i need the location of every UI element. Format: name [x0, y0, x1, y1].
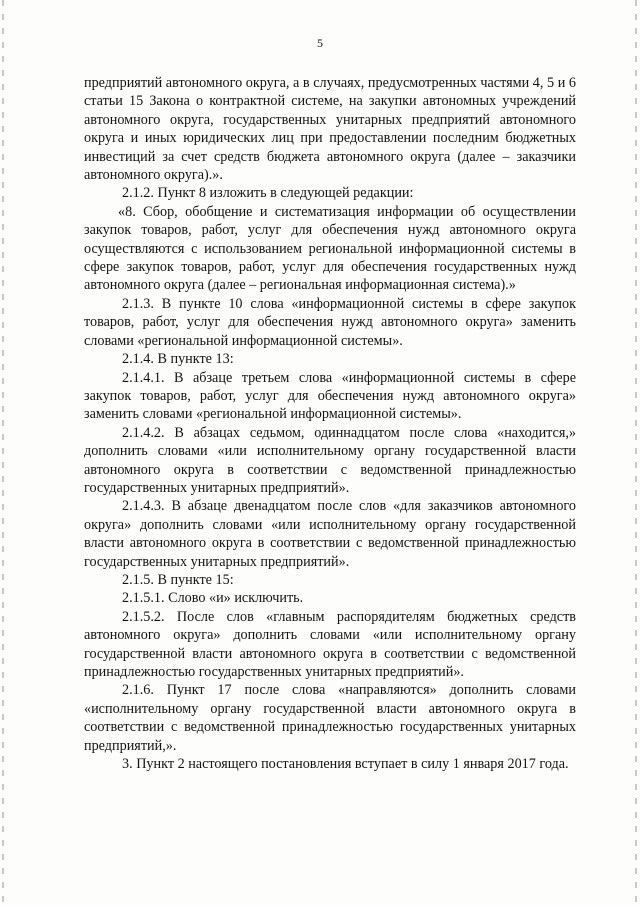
paragraph-2-1-3: 2.1.3. В пункте 10 слова «информационной системы в сфере закупок товаров, работ, услуг для обеспечения нужд автономного округа» заменить словами «региональной информационной системы». — [84, 295, 576, 349]
paragraph-2-1-5-2: 2.1.5.2. После слов «главным распорядителям бюджетных средств автономного округа» дополнить словами «или исполнительному органу государственной власти автономного округа в соответствии с ведомственной принадлежностью государственных унитарных предприятий». — [84, 608, 576, 680]
paragraph-2-1-4: 2.1.4. В пункте 13: — [122, 351, 234, 368]
document-body — [84, 74, 576, 773]
paragraph-2-1-5: 2.1.5. В пункте 15: — [122, 571, 234, 588]
paragraph-2-1-4-1: 2.1.4.1. В абзаце третьем слова «информационной системы в сфере закупок товаров, работ, услуг для обеспечения нужд автономного округа» заменить словами «региональной информационной системы». — [84, 369, 576, 423]
scan-left-edge — [2, 0, 4, 905]
page-number: 5 — [317, 36, 323, 50]
paragraph-2-1-6: 2.1.6. Пункт 17 после слова «направляются» дополнить словами «исполнительному органу государственной власти автономного округа в соответствии с ведомственной принадлежностью государственных унитарных предприятий,». — [84, 682, 576, 754]
paragraph-point-8: «8. Сбор, обобщение и систематизация информации об осуществлении закупок товаров, работ, услуг для обеспечения нужд автономного округа осуществляются с использованием региональной информационной системы в сфере закупок товаров, работ, услуг для обеспечения государственных нужд автономного округа (далее – региональная информационная система).» — [84, 203, 576, 294]
paragraph-2-1-5-1: 2.1.5.1. Слово «и» исключить. — [122, 590, 304, 607]
paragraph-2-1-4-2: 2.1.4.2. В абзацах седьмом, одиннадцатом после слова «находится,» дополнить словами «или исполнительному органу государственной власти автономного округа в соответствии с ведомственной принадлежностью государственных унитарных предприятий». — [84, 424, 576, 496]
paragraph-continuation: предприятий автономного округа, а в случаях, предусмотренных частями 4, 5 и 6 статьи 15 Закона о контрактной системе, на закупки автономных учреждений автономного округа, государственных унитарных предприятий автономного округа и иных юридических лиц при предоставлении последним бюджетных инвестиций за счет средств бюджета автономного округа (далее – заказчики автономного округа).». — [84, 75, 576, 184]
paragraph-2-1-2: 2.1.2. Пункт 8 изложить в следующей редакции: — [122, 185, 414, 202]
scan-right-edge — [635, 0, 637, 905]
paragraph-3: 3. Пункт 2 настоящего постановления вступает в силу 1 января 2017 года. — [122, 756, 569, 773]
paragraph-2-1-4-3: 2.1.4.3. В абзаце двенадцатом после слов «для заказчиков автономного округа» дополнить словами «или исполнительному органу государственной власти автономного округа в соответствии с ведомственной принадлежностью государственных унитарных предприятий». — [84, 498, 576, 570]
